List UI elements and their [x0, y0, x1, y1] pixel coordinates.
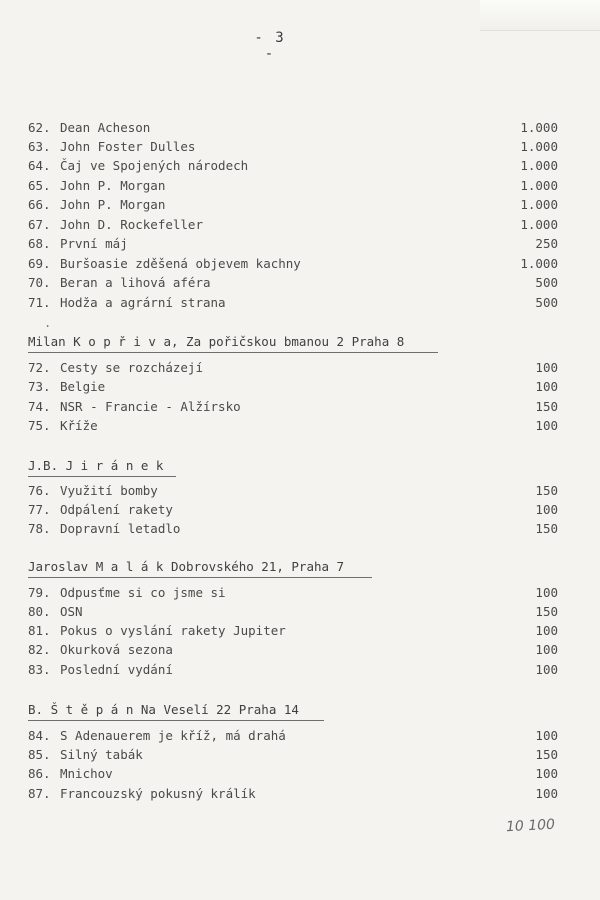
- item-amount: 100: [535, 502, 558, 517]
- item-title: První máj: [60, 236, 128, 251]
- item-number: 84.: [28, 728, 51, 743]
- list-item: [28, 156, 558, 176]
- item-amount: 1.000: [520, 120, 558, 135]
- item-number: 72.: [28, 360, 51, 375]
- item-title: OSN: [60, 604, 83, 619]
- list-item: [28, 118, 558, 138]
- item-title: Okurková sezona: [60, 642, 173, 657]
- item-number: 83.: [28, 662, 51, 677]
- item-number: 78.: [28, 521, 51, 536]
- item-number: 64.: [28, 158, 51, 173]
- stray-mark: .: [44, 316, 52, 330]
- item-number: 76.: [28, 483, 51, 498]
- item-number: 62.: [28, 120, 51, 135]
- item-number: 87.: [28, 786, 51, 801]
- item-amount: 1.000: [520, 139, 558, 154]
- author-heading: Milan K o p ř i v a, Za pořičskou bmanou 2 Praha 8: [28, 334, 405, 349]
- item-title: Dean Acheson: [60, 120, 151, 135]
- handwritten-total: 10 100: [505, 816, 556, 836]
- list-item: [28, 481, 558, 501]
- item-number: 66.: [28, 197, 51, 212]
- author-heading: Jaroslav M a l á k Dobrovského 21, Praha 7: [28, 559, 345, 574]
- author-underline: [28, 352, 438, 353]
- item-title: Mnichov: [60, 766, 113, 781]
- item-number: 68.: [28, 236, 51, 251]
- item-number: 69.: [28, 256, 51, 271]
- list-item: [28, 195, 558, 215]
- list-item: [28, 273, 558, 293]
- list-item: [28, 764, 558, 784]
- item-amount: 100: [535, 623, 558, 638]
- item-amount: 150: [535, 483, 558, 498]
- item-amount: 100: [535, 418, 558, 433]
- item-title: John P. Morgan: [60, 178, 166, 193]
- item-number: 70.: [28, 275, 51, 290]
- author-underline: [28, 720, 324, 721]
- list-item: [28, 784, 558, 804]
- list-item: [28, 234, 558, 254]
- item-title: Odpálení rakety: [60, 502, 173, 517]
- item-title: John Foster Dulles: [60, 139, 196, 154]
- item-title: Belgie: [60, 379, 106, 394]
- list-item: [28, 215, 558, 235]
- item-title: Čaj ve Spojených národech: [60, 158, 249, 173]
- item-title: Silný tabák: [60, 747, 143, 762]
- list-item: [28, 500, 558, 520]
- item-title: Francouzský pokusný králík: [60, 786, 256, 801]
- item-title: Buršoasie zděšená objevem kachny: [60, 256, 301, 271]
- item-title: Kříže: [60, 418, 98, 433]
- item-amount: 150: [535, 747, 558, 762]
- item-number: 73.: [28, 379, 51, 394]
- item-number: 71.: [28, 295, 51, 310]
- item-amount: 100: [535, 360, 558, 375]
- item-title: Dopravní letadlo: [60, 521, 181, 536]
- list-item: [28, 726, 558, 746]
- item-title: Poslední vydání: [60, 662, 173, 677]
- item-number: 77.: [28, 502, 51, 517]
- item-amount: 1.000: [520, 217, 558, 232]
- list-item: [28, 416, 558, 436]
- list-item: [28, 660, 558, 680]
- author-underline: [28, 476, 176, 477]
- item-amount: 1.000: [520, 197, 558, 212]
- item-amount: 100: [535, 379, 558, 394]
- item-title: S Adenauerem je kříž, má drahá: [60, 728, 286, 743]
- item-number: 79.: [28, 585, 51, 600]
- item-amount: 100: [535, 728, 558, 743]
- list-item: [28, 602, 558, 622]
- item-amount: 250: [535, 236, 558, 251]
- item-number: 74.: [28, 399, 51, 414]
- item-number: 75.: [28, 418, 51, 433]
- item-title: Beran a lihová aféra: [60, 275, 211, 290]
- item-amount: 100: [535, 766, 558, 781]
- item-title: Pokus o vyslání rakety Jupiter: [60, 623, 286, 638]
- item-amount: 100: [535, 642, 558, 657]
- item-amount: 100: [535, 786, 558, 801]
- list-item: [28, 293, 558, 313]
- item-title: NSR - Francie - Alžírsko: [60, 399, 241, 414]
- list-item: [28, 254, 558, 274]
- item-number: 63.: [28, 139, 51, 154]
- paper-edge: [480, 0, 600, 31]
- item-amount: 100: [535, 662, 558, 677]
- item-title: Cesty se rozcházejí: [60, 360, 203, 375]
- list-item: [28, 621, 558, 641]
- list-item: [28, 377, 558, 397]
- item-number: 86.: [28, 766, 51, 781]
- list-item: [28, 358, 558, 378]
- item-title: John P. Morgan: [60, 197, 166, 212]
- item-amount: 1.000: [520, 178, 558, 193]
- list-item: [28, 176, 558, 196]
- list-item: [28, 640, 558, 660]
- item-title: Hodža a agrární strana: [60, 295, 226, 310]
- item-number: 82.: [28, 642, 51, 657]
- author-underline: [28, 577, 372, 578]
- item-number: 65.: [28, 178, 51, 193]
- item-title: John D. Rockefeller: [60, 217, 203, 232]
- author-heading: B. Š t ě p á n Na Veselí 22 Praha 14: [28, 702, 299, 717]
- item-amount: 500: [535, 275, 558, 290]
- item-amount: 1.000: [520, 256, 558, 271]
- item-amount: 500: [535, 295, 558, 310]
- item-amount: 150: [535, 521, 558, 536]
- item-number: 67.: [28, 217, 51, 232]
- item-number: 85.: [28, 747, 51, 762]
- item-amount: 1.000: [520, 158, 558, 173]
- item-amount: 150: [535, 399, 558, 414]
- list-item: [28, 583, 558, 603]
- item-amount: 150: [535, 604, 558, 619]
- list-item: [28, 519, 558, 539]
- page-number: - 3 -: [254, 30, 286, 62]
- item-number: 81.: [28, 623, 51, 638]
- item-amount: 100: [535, 585, 558, 600]
- list-item: [28, 745, 558, 765]
- list-item: [28, 397, 558, 417]
- list-item: [28, 137, 558, 157]
- item-title: Odpusťme si co jsme si: [60, 585, 226, 600]
- author-heading: J.B. J i r á n e k: [28, 458, 164, 473]
- item-number: 80.: [28, 604, 51, 619]
- item-title: Využití bomby: [60, 483, 158, 498]
